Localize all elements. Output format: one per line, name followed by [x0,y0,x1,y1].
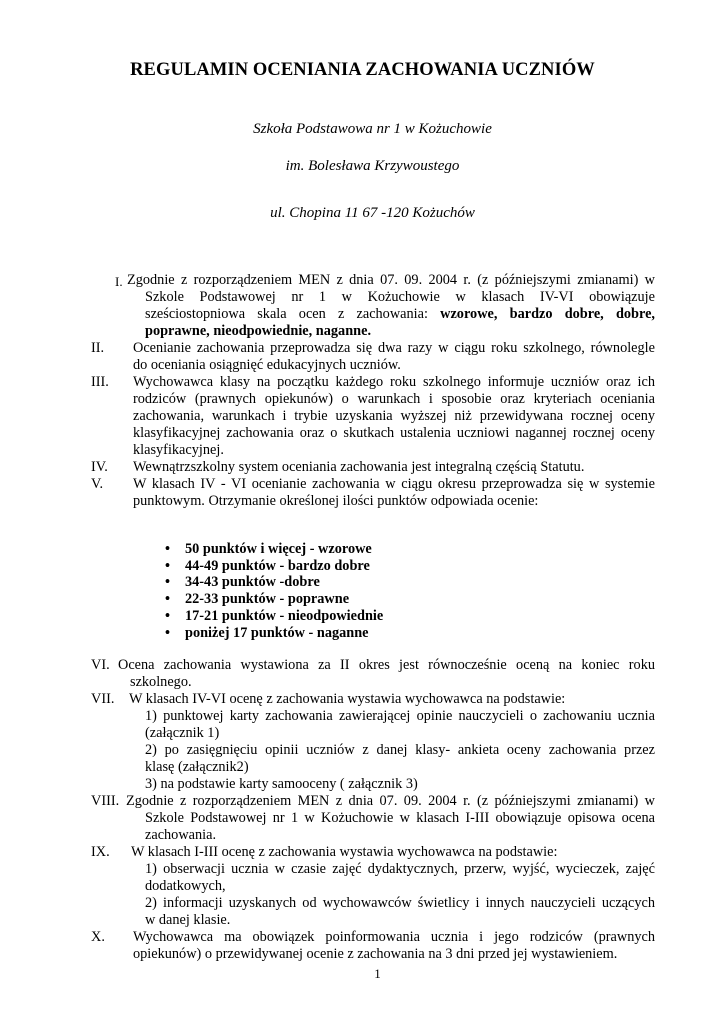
paragraph-line: Szkole Podstawowej nr 1 w Kożuchowie w klasach IV-VI obowiązuje [145,289,655,305]
list-item-text: 44-49 punktów - bardzo dobre [185,557,370,574]
criteria-item: dodatkowych, [145,878,226,894]
list-item: • 17-21 punktów - nieodpowiednie [165,607,384,624]
paragraph-line: Ocenianie zachowania przeprowadza się dwa razy w ciągu roku szkolnego, równolegle [133,340,655,356]
paragraph-line: Ocena zachowania wystawiona za II okres jest równocześnie oceną na koniec roku [118,657,655,673]
paragraph-line: W klasach IV - VI ocenianie zachowania w ciągu okresu przeprowadza się w systemie [133,476,655,492]
criteria-item: 1) punktowej karty zachowania zawierającej opinie nauczycieli o zachowaniu ucznia [145,708,655,724]
school-name: Szkoła Podstawowa nr 1 w Kożuchowie [253,121,492,137]
paragraph-line: W klasach IV-VI ocenę z zachowania wystawia wychowawca na podstawie: [129,691,566,707]
paragraph-line: rodziców (prawnych opiekunów) o warunkach i sposobie oraz kryteriach oceniania [133,391,655,407]
grade-scale-inline: wzorowe, bardzo dobre, dobre, [440,306,655,322]
paragraph-line: Zgodnie z rozporządzeniem MEN z dnia 07. 09. 2004 r. (z późniejszymi zmianami) w [126,793,655,809]
grade-scale-last: poprawne, nieodpowiednie, naganne. [145,323,372,339]
paragraph-line: sześciostopniowa skala ocen z zachowania: [145,306,428,322]
paragraph-line: opiekunów) o przewidywanej ocenie z zachowania na 3 dni przed jej wystawieniem. [133,946,618,962]
paragraph-line: klasyfikacyjnej zachowania oraz o skutkach ustalenia uczniowi nagannej rocznej oceny [133,425,655,441]
school-patron: im. Bolesława Krzywoustego [285,158,460,174]
section-number: X. [91,929,105,945]
criteria-item: (załącznik 1) [145,725,220,741]
section-number: II. [91,340,105,356]
list-item-text: 34-43 punktów -dobre [185,574,320,591]
section-number: VI. [91,657,110,673]
criteria-item: 2) informacji uzyskanych od wychowawców świetlicy i innych nauczycieli uczących [145,895,655,911]
list-item-text: 17-21 punktów - nieodpowiednie [185,607,384,624]
paragraph-line: Szkole Podstawowej nr 1 w Kożuchowie w klasach I-III obowiązuje opisowa ocena [145,810,655,826]
paragraph-line: Wychowawca klasy na początku każdego roku szkolnego informuje uczniów oraz ich [133,374,655,390]
criteria-item: w danej klasie. [145,912,231,928]
list-item-text: poniżej 17 punktów - naganne [185,624,369,641]
section-number: IV. [91,459,108,475]
criteria-item: 1) obserwacji ucznia w czasie zajęć dydaktycznych, przerw, wyjść, wycieczek, zajęć [145,861,655,877]
list-item: • 34-43 punktów -dobre [165,574,320,591]
list-item: • 50 punktów i więcej - wzorowe [165,541,372,557]
paragraph-line: do oceniania osiągnięć edukacyjnych uczniów. [133,357,401,373]
list-item: • 44-49 punktów - bardzo dobre [165,557,370,574]
list-item: • 22-33 punktów - poprawne [165,591,350,608]
document-title: REGULAMIN OCENIANIA ZACHOWANIA UCZNIÓW [130,60,595,80]
paragraph-line: klasyfikacyjnej. [133,442,224,458]
section-number: III. [91,374,109,390]
page-number: 1 [374,966,381,981]
list-item: • poniżej 17 punktów - naganne [165,624,369,641]
paragraph-line: Wewnątrzszkolny system oceniania zachowania jest integralną częścią Statutu. [133,459,585,475]
criteria-item: klasę (załącznik2) [145,759,249,775]
section-number: VII. [91,691,115,707]
paragraph-line: zachowania, warunkach i trybie uzyskania wyższej niż przewidywana rocznej oceny [133,408,655,424]
paragraph-line: Wychowawca ma obowiązek poinformowania ucznia i jego rodziców (prawnych [133,929,655,945]
criteria-item: 3) na podstawie karty samooceny ( załącznik 3) [145,776,418,792]
paragraph-line: szkolnego. [130,674,192,690]
section-number: V. [91,476,104,492]
paragraph-line: Zgodnie z rozporządzeniem MEN z dnia 07. 09. 2004 r. (z późniejszymi zmianami) w [127,272,655,288]
list-item-text: 50 punktów i więcej - wzorowe [185,541,372,557]
points-list [165,541,383,641]
paragraph-line: punktowym. Otrzymanie określonej ilości punktów odpowiada ocenie: [133,493,539,509]
section-number: IX. [91,844,110,860]
list-item-text: 22-33 punktów - poprawne [185,591,350,608]
paragraph-line: W klasach I-III ocenę z zachowania wystawia wychowawca na podstawie: [131,844,558,860]
paragraph-line: zachowania. [145,827,217,843]
school-address: ul. Chopina 11 67 -120 Kożuchów [270,205,475,221]
section-number: I. [115,274,123,289]
criteria-item: 2) po zasięgnięciu opinii uczniów z danej klasy- ankieta oceny zachowania przez [145,742,655,758]
section-number: VIII. [91,793,120,809]
